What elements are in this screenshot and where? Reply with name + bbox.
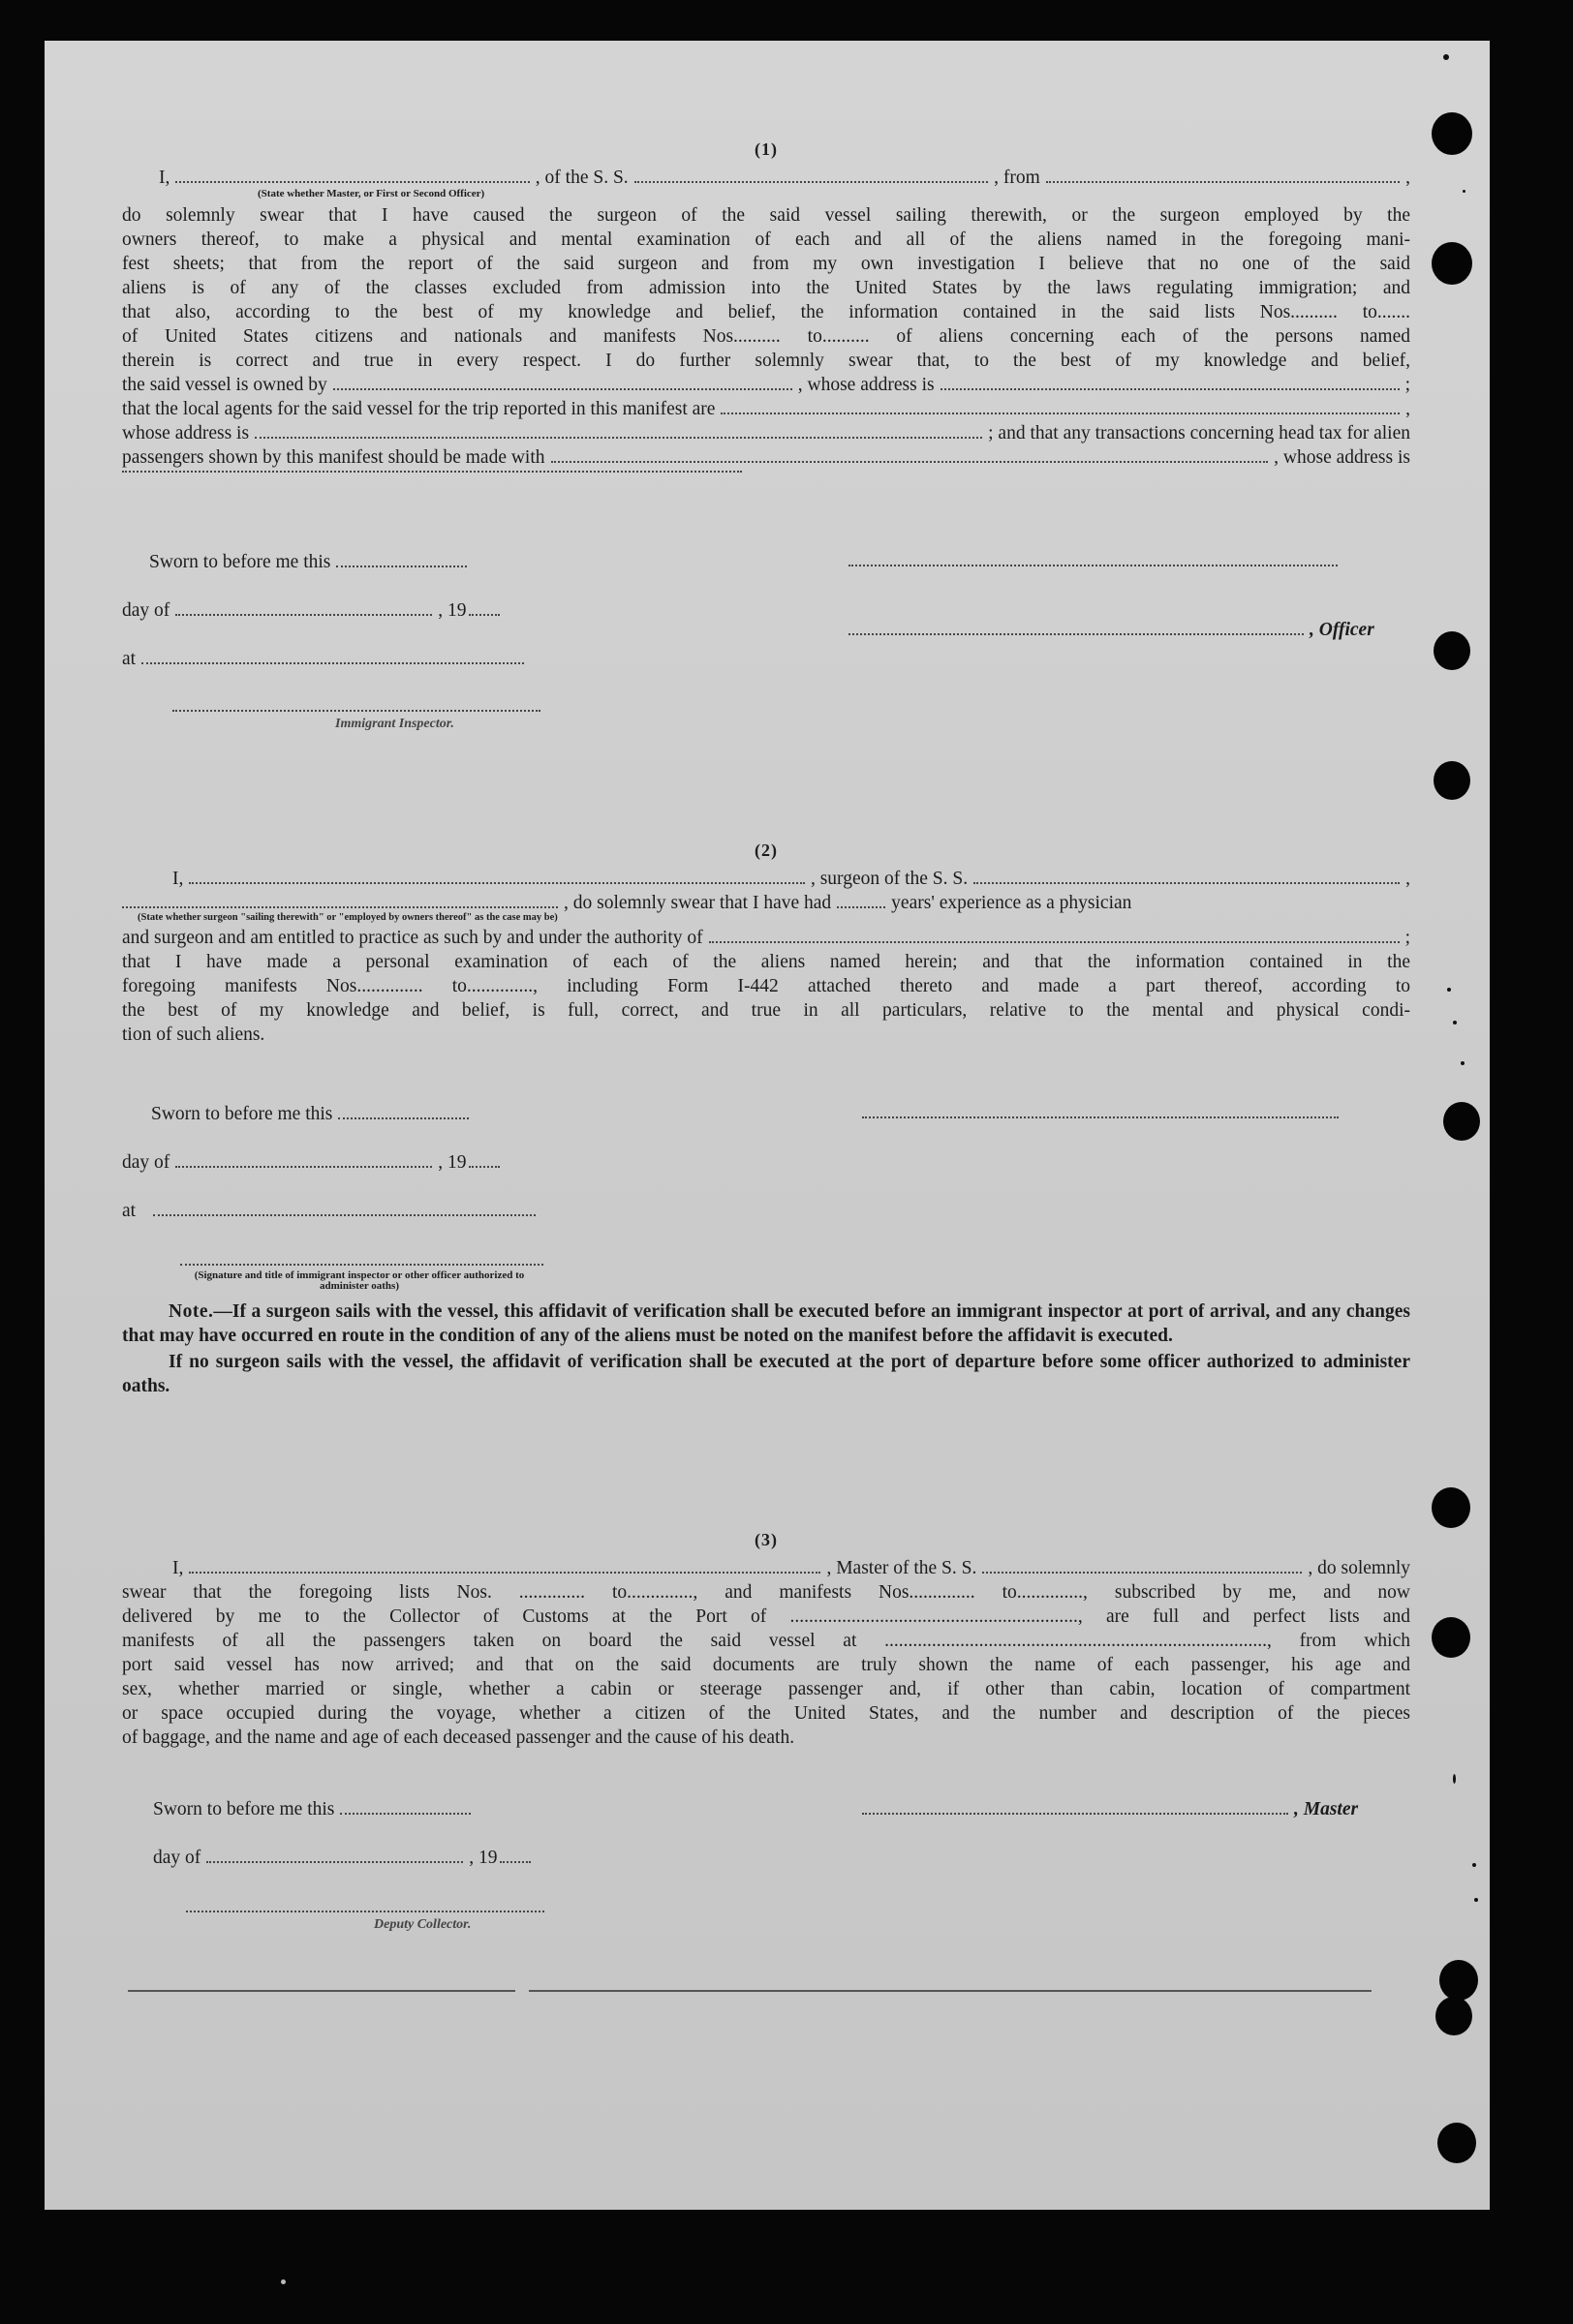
note-label: Note.: [169, 1301, 214, 1322]
oath-line: fest sheets; that from the report of the said surgeon and from my own investigation I believe that no one of the said: [122, 254, 1410, 274]
oath-line: of United States citizens and nationals and manifests Nos.......... to.......... of aliens concerning each of the persons named: [122, 326, 1410, 347]
surgeon-name-field[interactable]: [189, 881, 805, 884]
oath-line: swear that the foregoing lists Nos. .............. to.............., and manifests Nos.............. to.............., subscribed by me, and now: [122, 1582, 1410, 1603]
sworn-label: Sworn to before me this: [149, 552, 331, 572]
s3-day-row: [153, 1848, 537, 1869]
s1-inspector-signature-line[interactable]: [172, 709, 540, 712]
oath-line: therein is correct and true in every respect. I do further solemnly swear that, to the best of my knowledge and belief,: [122, 351, 1410, 371]
authority-line: and surgeon and am entitled to practice as such by and under the authority of ;: [122, 928, 1410, 948]
oath-body: [122, 1580, 1410, 1750]
year-label: , 19: [438, 600, 467, 621]
note-paragraph: [122, 1300, 1410, 1348]
sworn-label: Sworn to before me this: [153, 1799, 335, 1819]
punch-hole-icon: [1434, 761, 1470, 800]
oath-line: the best of my knowledge and belief, is full, correct, and true in all particulars, relative to the mental and physical condi-: [122, 1000, 1410, 1021]
i-label: I,: [172, 869, 184, 889]
oath-line: of baggage, and the name and age of each deceased passenger and the cause of his death.: [122, 1728, 795, 1748]
vessel-name-field[interactable]: [973, 881, 1400, 884]
s2-sworn-row: [151, 1104, 475, 1125]
whose-address-label: whose address is: [122, 423, 250, 443]
agent-address-field[interactable]: [255, 436, 982, 439]
year-field[interactable]: [469, 613, 500, 616]
day-of-label: day of: [153, 1848, 201, 1868]
at-place-field[interactable]: [153, 1213, 536, 1216]
officer-line: I, , of the S. S. , from ,: [159, 168, 1411, 188]
at-label: at: [122, 649, 137, 669]
bottom-rule-right: [529, 1989, 1372, 1992]
oath-line: delivered by me to the Collector of Customs at the Port of ............................................................., are full and perfect lists and: [122, 1606, 1410, 1627]
master-signature-field[interactable]: [862, 1812, 1288, 1815]
s3-collector-signature-line[interactable]: [186, 1910, 544, 1912]
years-label: years' experience as a physician: [891, 893, 1132, 913]
punch-hole-icon: [1437, 2123, 1476, 2163]
oath-line: sex, whether married or single, whether a cabin or steerage passenger and, if other than cabin, location of compartment: [122, 1679, 1410, 1699]
year-field[interactable]: [469, 1165, 500, 1168]
day-of-label: day of: [122, 600, 170, 621]
section-number: (1): [755, 139, 778, 159]
i-label: I,: [172, 1558, 184, 1578]
authority-label: and surgeon and am entitled to practice as such by and under the authority of: [122, 928, 703, 948]
master-of-label: , Master of the S. S.: [826, 1558, 977, 1578]
of-ss-label: , of the S. S.: [535, 168, 629, 188]
punch-hole-icon: [1432, 1487, 1470, 1528]
oath-body: [122, 950, 1410, 1047]
affidavit-section-1: [122, 139, 1410, 477]
owner-address-field[interactable]: [941, 387, 1400, 390]
whose-address-label: , whose address is: [1274, 447, 1410, 468]
sworn-date-field[interactable]: [340, 1812, 471, 1815]
do-swear-label: , do solemnly swear that I have had: [564, 893, 832, 913]
at-place-field[interactable]: [141, 661, 524, 664]
punch-hole-icon: [1432, 112, 1472, 155]
speck: [1461, 1061, 1465, 1065]
manifest-verification-page: [45, 41, 1490, 2210]
affidavit-section-2: [122, 841, 1410, 1047]
note-text: —If a surgeon sails with the vessel, this affidavit of verification shall be executed before an immigrant inspector at port of arrival, and any changes that may have occurred en route in the condition of any of the aliens must be noted on the manifest before the affidavit is executed.: [122, 1301, 1410, 1346]
day-field[interactable]: [175, 1165, 432, 1168]
officer-label: , Officer: [1310, 620, 1374, 640]
punch-hole-icon: [1439, 1960, 1478, 2001]
note-block: [122, 1300, 1410, 1398]
do-solemnly-label: , do solemnly: [1308, 1558, 1410, 1578]
s2-day-row: [122, 1152, 506, 1174]
oath-line: tion of such aliens.: [122, 1024, 265, 1045]
sworn-date-field[interactable]: [338, 1116, 469, 1119]
state-caption: (State whether Master, or First or Second Officer): [258, 188, 485, 199]
local-agents-label: that the local agents for the said vessel for the trip reported in this manifest are: [122, 399, 716, 419]
punch-hole-icon: [1434, 631, 1470, 670]
bottom-rule-left: [128, 1989, 515, 1992]
surgeon-type-field[interactable]: [122, 905, 558, 908]
owned-by-label: the said vessel is owned by: [122, 375, 327, 395]
address-continuation-line: [122, 470, 1410, 477]
inspector-caption: Immigrant Inspector.: [335, 717, 454, 731]
year-field[interactable]: [500, 1860, 531, 1863]
surgeon-line: I, , surgeon of the S. S. ,: [172, 869, 1410, 889]
at-label: at: [122, 1201, 137, 1221]
speck: [1463, 190, 1465, 193]
oath-line: foregoing manifests Nos.............. to.............., including Form I-442 attached thereto and made a part thereof, according to: [122, 976, 1410, 996]
oath-line: owners thereof, to make a physical and mental examination of each and all of the aliens named in the foregoing mani-: [122, 229, 1410, 250]
s2-surgeon-signature-line[interactable]: [862, 1116, 1339, 1118]
s2-at-row: [122, 1201, 541, 1222]
s1-officer-row: [848, 620, 1374, 641]
speck: [1453, 1774, 1456, 1784]
punch-hole-icon: [1432, 242, 1472, 285]
oath-line: aliens is of any of the classes excluded from admission into the United States by the laws regulating immigration; and: [122, 278, 1410, 298]
punch-hole-icon: [1443, 1102, 1480, 1141]
oath-line: that also, according to the best of my knowledge and belief, the information contained in the said lists Nos.......... to.......: [122, 302, 1410, 322]
oath-line: that I have made a personal examination of each of the aliens named herein; and that the information contained in the: [122, 952, 1410, 972]
section-number: (2): [755, 841, 778, 860]
day-field[interactable]: [175, 613, 432, 616]
affidavit-section-3: [122, 1530, 1410, 1750]
owner-field[interactable]: [333, 387, 792, 390]
sworn-date-field[interactable]: [336, 565, 467, 567]
s1-officer-signature-line[interactable]: [848, 564, 1338, 566]
agents-line: that the local agents for the said vessel for the trip reported in this manifest are ,: [122, 399, 1410, 419]
master-line: [122, 1556, 1410, 1580]
speck: [281, 2279, 286, 2284]
s1-day-row: [122, 600, 506, 622]
officer-signature-field[interactable]: [848, 632, 1304, 635]
s1-sworn-row: [149, 552, 473, 573]
owner-line: the said vessel is owned by , whose address is ;: [122, 375, 1411, 395]
oath-line: manifests of all the passengers taken on board the said vessel at ................................................................................., from which: [122, 1631, 1410, 1651]
master-name-field[interactable]: [189, 1571, 820, 1574]
oath-line: port said vessel has now arrived; and that on the said documents are truly shown the name of each passenger, his age and: [122, 1655, 1410, 1675]
surgeon-of-label: , surgeon of the S. S.: [810, 869, 969, 889]
oath-body: [122, 203, 1410, 373]
officer-name-field[interactable]: [175, 180, 529, 183]
speck: [1474, 1898, 1478, 1902]
master-label: , Master: [1294, 1799, 1359, 1819]
section-number: (3): [755, 1530, 778, 1549]
deputy-caption: Deputy Collector.: [374, 1917, 472, 1932]
punch-hole-icon: [1435, 1997, 1472, 2035]
departure-port-field[interactable]: [1046, 180, 1400, 183]
passengers-line: [122, 445, 1410, 470]
vessel-name-field[interactable]: [982, 1571, 1302, 1574]
years-field[interactable]: [837, 905, 885, 908]
head-tax-address-field[interactable]: [122, 470, 742, 473]
speck: [1447, 988, 1451, 992]
s1-at-row: [122, 649, 530, 670]
head-tax-party-field[interactable]: [551, 460, 1269, 463]
vessel-name-field[interactable]: [634, 180, 988, 183]
year-label: , 19: [438, 1152, 467, 1173]
oath-line: or space occupied during the voyage, whether a citizen of the United States, and the number and description of the pieces: [122, 1703, 1410, 1724]
signature-caption: (Signature and title of immigrant inspector or other officer authorized to administer oaths): [194, 1269, 525, 1292]
agents-field[interactable]: [721, 412, 1400, 414]
speck: [1472, 1863, 1476, 1867]
i-label: I,: [159, 168, 170, 188]
s3-sworn-row: [153, 1799, 477, 1820]
passengers-label: passengers shown by this manifest should be made with: [122, 447, 545, 468]
day-field[interactable]: [206, 1860, 463, 1863]
oath-line: do solemnly swear that I have caused the surgeon of the said vessel sailing therewith, or the surgeon employed by the: [122, 205, 1410, 226]
agent-address-line: [122, 421, 1410, 445]
sworn-label: Sworn to before me this: [151, 1104, 333, 1124]
year-label: , 19: [469, 1848, 498, 1868]
whose-address-label: , whose address is: [797, 375, 935, 395]
from-label: , from: [994, 168, 1040, 188]
s3-master-row: [862, 1799, 1358, 1820]
speck: [1453, 1021, 1457, 1024]
note2-paragraph: If no surgeon sails with the vessel, the affidavit of verification shall be executed at the port of departure before some officer authorized to administer oaths.: [122, 1352, 1410, 1396]
state-caption: (State whether surgeon "sailing therewith" or "employed by owners thereof" as the case may be): [138, 912, 558, 923]
transactions-label: ; and that any transactions concerning head tax for alien: [988, 423, 1410, 443]
s2-inspector-signature-line[interactable]: [180, 1263, 543, 1266]
authority-field[interactable]: [709, 940, 1400, 943]
day-of-label: day of: [122, 1152, 170, 1173]
punch-hole-icon: [1432, 1617, 1470, 1658]
speck: [1443, 54, 1449, 60]
